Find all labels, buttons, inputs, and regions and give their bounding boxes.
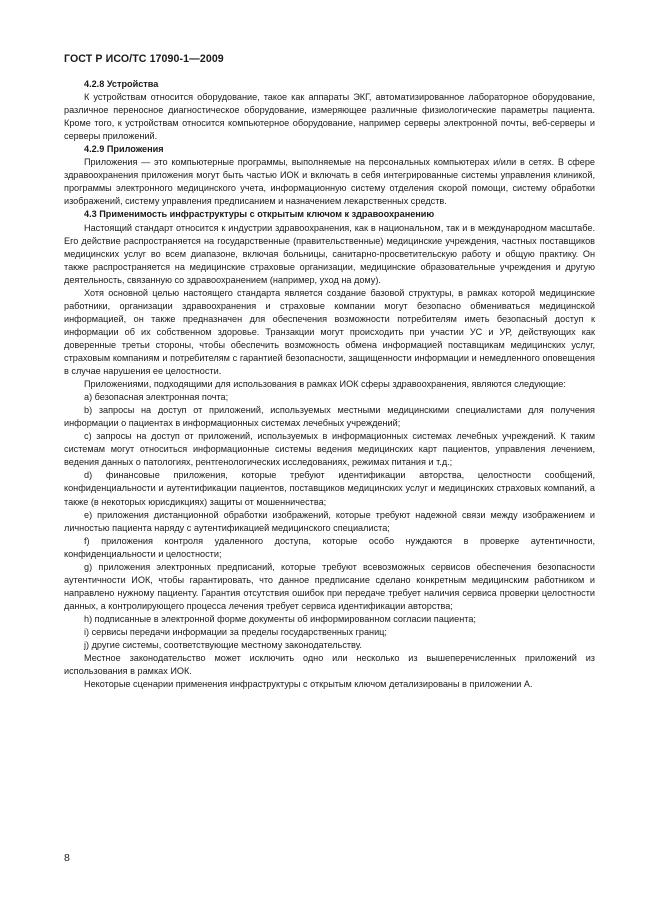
page-number: 8 — [64, 852, 70, 864]
paragraph: Приложения — это компьютерные программы, выполняемые на персональных компьютерах и/или в сетях. В сфере здравоохранения приложения могут быть частью ИОК и включать в себя интегрированные системы управления клиникой, программы электронного медицинского учета, информационную систему отделения скорой помощи, систему обработки изображений, систему управления предписанием и назначением лекарственных средств. — [64, 157, 595, 207]
list-item: b) запросы на доступ от приложений, используемых местными медицинскими специалистами для получения информации о пациентах в информационных системах лечебных учреждений; — [64, 405, 595, 429]
list-item: a) безопасная электронная почта; — [84, 392, 229, 403]
paragraph: К устройствам относится оборудование, такое как аппараты ЭКГ, автоматизированное лабораторное оборудование, различное переносное диагностическое оборудование, измеряющее различные физиологические параметры пациента. Кроме того, к устройствам относится компьютерное оборудование, например серверы электронной почты, веб-серверы и серверы приложений. — [64, 92, 595, 142]
paragraph: Некоторые сценарии применения инфраструктуры с открытым ключом детализированы в приложении А. — [84, 679, 533, 690]
paragraph: Местное законодательство может исключить одно или несколько из вышеперечисленных приложений из использования в рамках ИОК. — [64, 653, 595, 677]
list-item: j) другие системы, соответствующие местному законодательству. — [84, 640, 362, 651]
document-header: ГОСТ Р ИСО/ТС 17090-1—2009 — [64, 53, 224, 65]
section-heading-4-2-8: 4.2.8 Устройства — [84, 79, 159, 89]
list-item: i) сервисы передачи информации за пределы государственных границ; — [84, 626, 387, 637]
list-item: f) приложения контроля удаленного доступа, которые особо нуждаются в проверке аутентичности, конфиденциальности и целостности; — [64, 535, 595, 559]
list-item: d) финансовые приложения, которые требуют идентификации авторства, целостности сообщений, конфиденциальности и аутентификации пациентов, поставщиков медицинских услуг и медицинских страховых компаний, а также (в некоторых юрисдикциях) защиты от мошенничества; — [64, 470, 595, 507]
list-item: c) запросы на доступ от приложений, используемых в информационных системах лечебных учреждений. К таким системам могут относиться информационные системы ведения медицинских карт пациентов, управления лечением, ведения данных о патологиях, рентгенологических исследованиях, режимах питания и т.д.; — [64, 431, 595, 468]
document-body — [64, 78, 595, 691]
paragraph: Настоящий стандарт относится к индустрии здравоохранения, как в национальном, так и в международном масштабе. Его действие распространяется на государственные (правительственные) медицинские учреждения, частных поставщиков медицинских услуг во всем диапазоне, включая больницы, санитарно-просветительскую работу и общую практику. Он также распространяется на медицинские страховые организации, медицинские образовательные учреждения и другую деятельность, связанную со здравоохранением (например, уход на дому). — [64, 222, 595, 285]
list-item: h) подписанные в электронной форме документы об информированном согласии пациента; — [84, 613, 476, 624]
list-item: e) приложения дистанционной обработки изображений, которые требуют надежной связи между изображением и личностью пациента наряду с аутентификацией медицинского специалиста; — [64, 509, 595, 533]
section-heading-4-3: 4.3 Применимость инфраструктуры с открытым ключом к здравоохранению — [84, 209, 435, 220]
list-item: g) приложения электронных предписаний, которые требуют всевозможных сервисов обеспечения безопасности аутентичности ИОК, чтобы гарантировать, что данное предписание сделано конкретным медицинским работником и направлено нужному пациенту. Гарантия отсутствия ошибок при передаче требует наличия сервиса проверки целостности данных, а контролирующего процесса лечения требует сервиса идентификации авторства; — [64, 561, 595, 611]
paragraph: Хотя основной целью настоящего стандарта является создание базовой структуры, в рамках которой медицинские работники, организации здравоохранения и страховые компании могут безопасно обмениваться медицинской информацией, он также предназначен для обеспечения возможности потребителям иметь безопасный доступ к информации об их собственном здоровье. Транзакции могут происходить при участии УС и УР, действующих как доверенные третьи стороны, чтобы обеспечить возможность обмена информацией поставщикам медицинских услуг, страховым компаниям и потребителям с гарантией безопасности, защищенности информации и немедленного оповещения в случае нарушения ее целостности. — [64, 287, 595, 377]
paragraph: Приложениями, подходящими для использования в рамках ИОК сферы здравоохранения, являются следующие: — [84, 379, 566, 390]
section-heading-4-2-9: 4.2.9 Приложения — [84, 144, 164, 155]
